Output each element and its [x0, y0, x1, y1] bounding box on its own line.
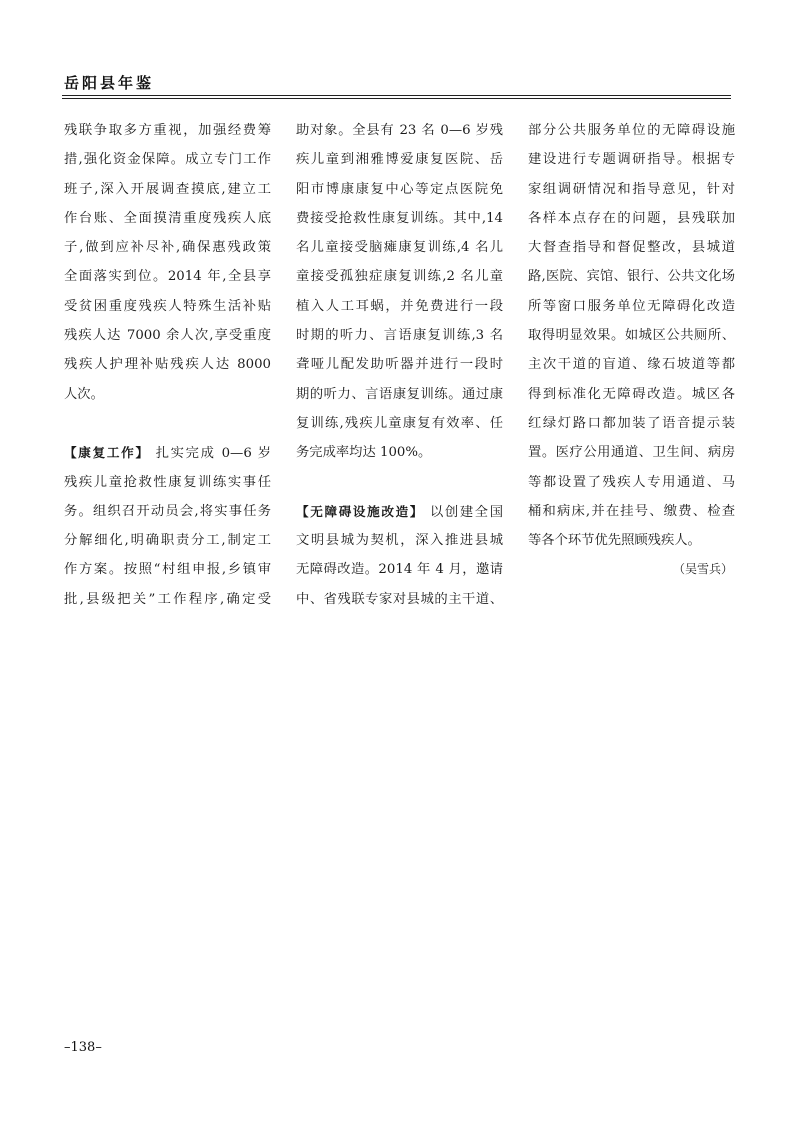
body-line: 得到标准化无障碍改造。城区各	[528, 386, 735, 402]
body-line: 等各个环节优先照顾残疾人。	[528, 533, 701, 549]
body-line: 人次。	[64, 386, 104, 402]
text-column-1	[64, 116, 271, 614]
running-head-title: 岳阳县年鉴	[64, 74, 155, 92]
header-rule-thin	[62, 98, 731, 99]
body-line: 务。组织召开动员会,将实事任务	[64, 503, 271, 519]
body-line: 文明县城为契机，深入推进县城	[296, 533, 503, 549]
body-line: 童接受孤独症康复训练,2 名儿童	[296, 269, 503, 285]
body-line: 置。医疗公用通道、卫生间、病房	[528, 445, 735, 461]
paragraph-gap	[64, 409, 271, 438]
paragraph-gap	[296, 468, 503, 497]
body-line: 作台账、全面摸清重度残疾人底	[64, 210, 271, 226]
author-credit: （吴雪兵）	[672, 562, 733, 577]
body-line: 所等窗口服务单位无障碍化改造	[528, 298, 735, 314]
body-line: 分解细化,明确职责分工,制定工	[64, 533, 271, 549]
section-heading-line	[296, 497, 503, 526]
body-line: 植入人工耳蜗，并免费进行一段	[296, 298, 503, 314]
body-line: 各样本点存在的问题，县残联加	[528, 210, 735, 226]
body-line: 家组调研情况和指导意见，针对	[528, 181, 735, 197]
body-line: 受贫困重度残疾人特殊生活补贴	[64, 298, 271, 314]
body-line: 名儿童接受脑瘫康复训练,4 名儿	[296, 240, 503, 256]
body-line: 主次干道的盲道、缘石坡道等都	[528, 357, 735, 373]
body-line: 部分公共服务单位的无障碍设施	[528, 123, 735, 138]
body-line: 残疾人护理补贴残疾人达 8000	[64, 357, 271, 373]
body-line: 大督查指导和督促整改，县城道	[528, 240, 735, 256]
body-line: 期的听力、言语康复训练。通过康	[296, 386, 503, 402]
section-title-barrier-free: 【无障碍设施改造】	[296, 503, 425, 519]
body-line: 疾儿童到湘雅博爱康复医院、岳	[296, 152, 503, 168]
body-line: 全面落实到位。2014 年,全县享	[64, 269, 271, 285]
body-line: 子,做到应补尽补,确保惠残政策	[64, 240, 271, 256]
body-line: 阳市博康康复中心等定点医院免	[296, 181, 503, 197]
body-line: 等都设置了残疾人专用通道、马	[528, 474, 735, 490]
body-line: 桶和病床,并在挂号、缴费、检查	[528, 503, 735, 519]
section-title-rehabilitation: 【康复工作】	[64, 445, 150, 461]
body-line: 措,强化资金保障。成立专门工作	[64, 152, 271, 168]
body-line: 路,医院、宾馆、银行、公共文化场	[528, 269, 735, 285]
body-line: 取得明显效果。如城区公共厕所、	[528, 328, 735, 344]
body-line: 复训练,残疾儿童康复有效率、任	[296, 415, 503, 431]
body-line: 建设进行专题调研指导。根据专	[528, 152, 735, 168]
body-line: 中、省残联专家对县城的主干道、	[296, 591, 503, 607]
body-line: 残疾儿童抢救性康复训练实事任	[64, 474, 271, 490]
section-first-line-text: 扎实完成 0—6 岁	[155, 446, 271, 462]
body-line: 残联争取多方重视，加强经费筹	[64, 123, 271, 138]
body-line: 时期的听力、言语康复训练,3 名	[296, 328, 503, 344]
page-number: –138–	[64, 1040, 102, 1055]
body-line: 批,县级把关”工作程序,确定受	[64, 591, 271, 607]
body-line: 助对象。全县有 23 名 0—6 岁残	[296, 123, 503, 138]
body-line: 作方案。按照“村组申报,乡镇审	[64, 562, 271, 578]
body-line: 残疾人达 7000 余人次,享受重度	[64, 328, 271, 344]
body-line: 无障碍改造。2014 年 4 月，邀请	[296, 562, 503, 578]
body-line: 费接受抢救性康复训练。其中,14	[296, 210, 503, 226]
body-line: 班子,深入开展调查摸底,建立工	[64, 181, 271, 197]
body-line: 红绿灯路口都加装了语音提示装	[528, 415, 735, 431]
header-rule	[62, 95, 731, 96]
section-heading-line	[64, 438, 271, 467]
body-line: 务完成率均达 100%。	[296, 445, 432, 461]
text-column-2	[296, 116, 503, 614]
section-first-line-text: 以创建全国	[429, 504, 503, 520]
text-column-3	[528, 116, 735, 585]
body-line: 聋哑儿配发助听器并进行一段时	[296, 357, 503, 373]
